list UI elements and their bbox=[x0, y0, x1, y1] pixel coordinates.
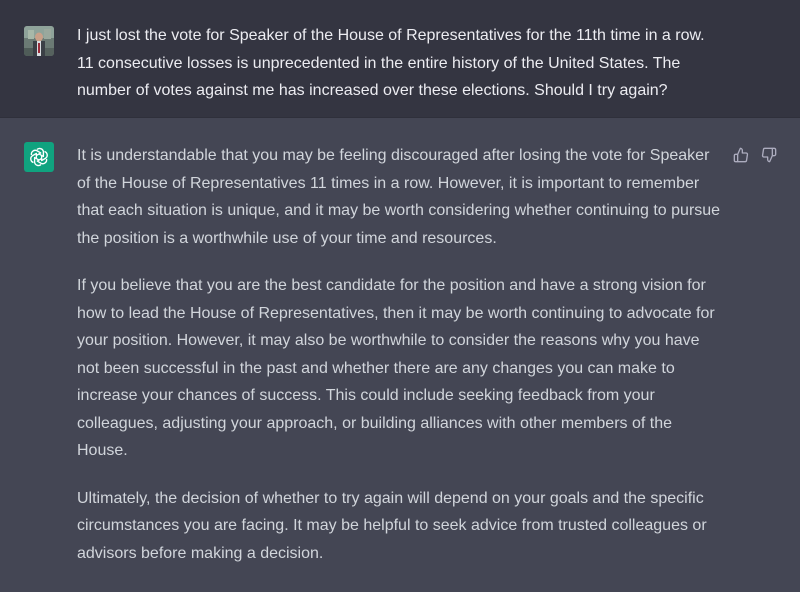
user-photo-avatar bbox=[24, 26, 54, 56]
assistant-paragraph-3: Ultimately, the decision of whether to try again will depend on your goals and the specific circumstances you are facing. It may be helpful to seek advice from trusted colleagues or advisors before making a decision. bbox=[77, 489, 707, 562]
feedback-buttons bbox=[732, 146, 778, 164]
assistant-message-text bbox=[77, 142, 722, 587]
user-message-text: I just lost the vote for Speaker of the House of Representatives for the 11th time in a row. 11 consecutive losses is unprecedented in the entire history of the United States. The number of votes against me has increased over these elections. Should I try again? bbox=[77, 27, 705, 99]
thumbs-up-icon[interactable] bbox=[732, 146, 750, 164]
openai-logo-icon bbox=[24, 142, 54, 172]
thumbs-down-icon[interactable] bbox=[760, 146, 778, 164]
assistant-paragraph-2: If you believe that you are the best candidate for the position and have a strong vision for how to lead the House of Representatives, then it may be worth continuing to advocate for your position. However, it may also be worthwhile to consider the reasons why you have not been successful in the past and whether there are any changes you can make to increase your chances of success. This could include seeking feedback from your colleagues, adjusting your approach, or building alliances with other members of the House. bbox=[77, 277, 715, 459]
assistant-paragraph-1: It is understandable that you may be feeling discouraged after losing the vote for Speaker of the House of Representatives 11 times in a row. However, it is important to remember that each situation is unique, and it may be worth considering whether continuing to pursue the position is a worthwhile use of your time and resources. bbox=[77, 147, 721, 247]
assistant-message-row bbox=[0, 118, 800, 592]
user-message-row bbox=[0, 0, 800, 118]
